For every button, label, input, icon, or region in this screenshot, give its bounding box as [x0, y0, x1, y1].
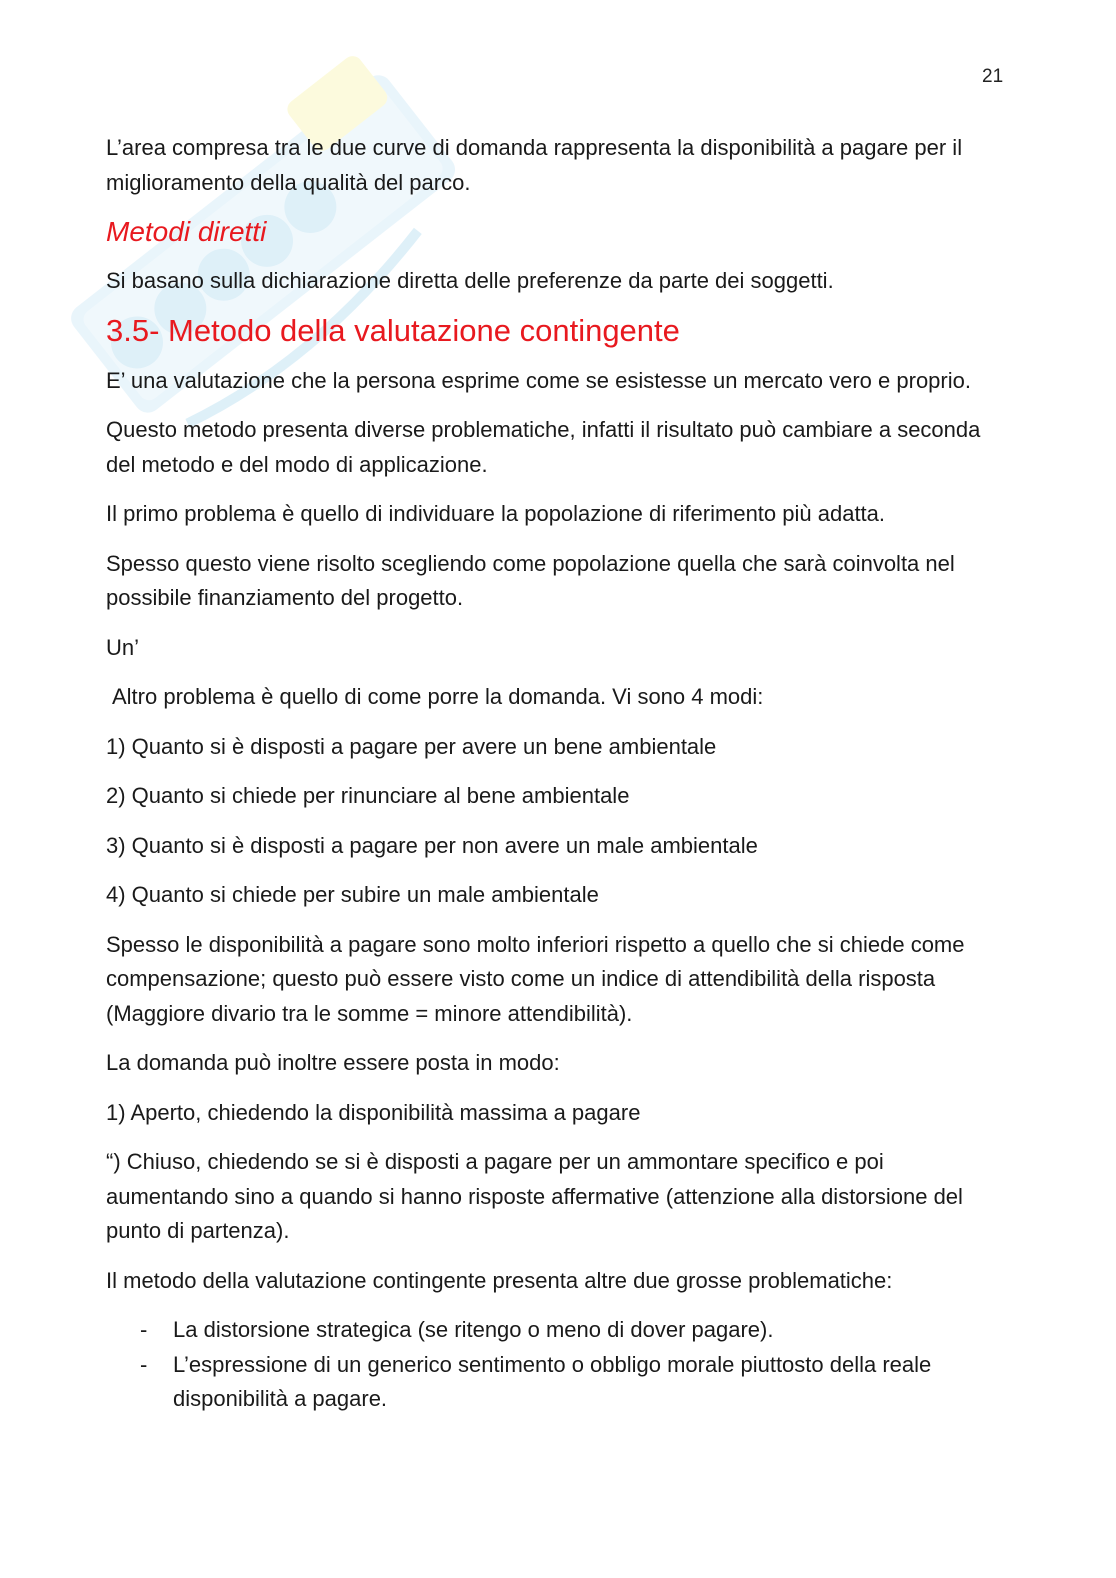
heading-metodi-diretti: Metodi diretti: [106, 216, 267, 247]
list-item-closed: “) Chiuso, chiedendo se si è disposti a pagare per un ammontare specifico e poi aumentando sino a quando si hanno risposte affermative (attenzione alla distorsione del punto di partenza).: [106, 1149, 963, 1243]
paragraph-area-curve: L’area compresa tra le due curve di domanda rappresenta la disponibilità a pagare per il miglioramento della qualità del parco.: [106, 135, 963, 195]
bullet-list: [106, 1313, 1006, 1417]
page-number: 21: [982, 66, 1004, 87]
bullet-item: - L’espressione di un generico sentimento o obbligo morale piuttosto della reale disponibilità a pagare.: [106, 1348, 1006, 1417]
list-item-open: 1) Aperto, chiedendo la disponibilità massima a pagare: [106, 1099, 641, 1125]
list-item-mode-3: 3) Quanto si è disposti a pagare per non avere un male ambientale: [106, 832, 758, 858]
list-item-mode-1: 1) Quanto si è disposti a pagare per avere un bene ambientale: [106, 733, 717, 759]
paragraph-fragment: Un’: [106, 634, 140, 660]
paragraph-problems: Questo metodo presenta diverse problematiche, infatti il risultato può cambiare a seconda del metodo e del modo di applicazione.: [106, 417, 981, 477]
paragraph-first-problem: Il primo problema è quello di individuare la popolazione di riferimento più adatta.: [106, 501, 886, 526]
document-body: [106, 131, 1006, 1417]
paragraph-other-problems: Il metodo della valutazione contingente presenta altre due grosse problematiche:: [106, 1267, 893, 1293]
list-item-mode-4: 4) Quanto si chiede per subire un male ambientale: [106, 882, 599, 907]
list-item-mode-2: 2) Quanto si chiede per rinunciare al bene ambientale: [106, 783, 630, 808]
bullet-item: - La distorsione strategica (se ritengo o meno di dover pagare).: [106, 1313, 1006, 1348]
paragraph-population: Spesso questo viene risolto scegliendo come popolazione quella che sarà coinvolta nel possibile finanziamento del progetto.: [106, 550, 955, 610]
paragraph-question-modes: Altro problema è quello di come porre la domanda. Vi sono 4 modi:: [112, 684, 764, 709]
paragraph-question-form: La domanda può inoltre essere posta in modo:: [106, 1050, 560, 1075]
heading-section-3-5: 3.5- Metodo della valutazione contingente: [106, 312, 680, 348]
paragraph-compensation: Spesso le disponibilità a pagare sono molto inferiori rispetto a quello che si chiede come compensazione; questo può essere visto come un indice di attendibilità della risposta (Maggiore divario tra le somme = minore attendibilità).: [106, 931, 965, 1026]
paragraph-definition: E’ una valutazione che la persona esprime come se esistesse un mercato vero e proprio.: [106, 367, 971, 393]
paragraph-direct-methods: Si basano sulla dichiarazione diretta delle preferenze da parte dei soggetti.: [106, 268, 834, 293]
